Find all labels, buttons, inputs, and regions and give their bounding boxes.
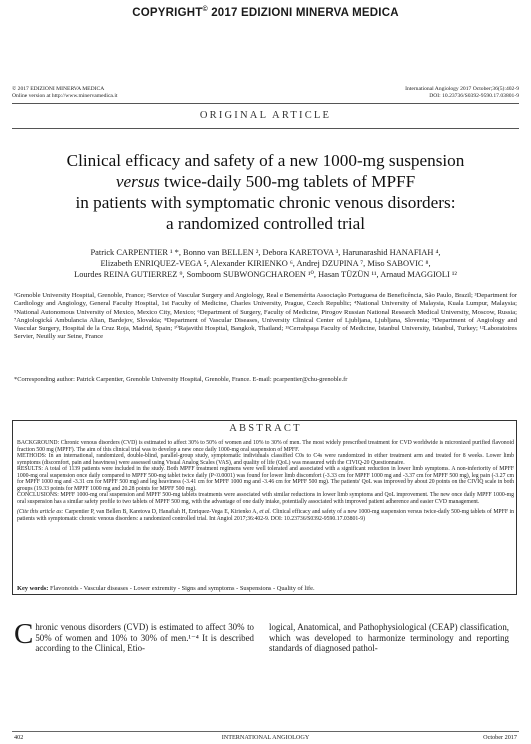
title-italic: versus: [115, 172, 160, 191]
affiliations: ¹Grenoble University Hospital, Grenoble, France; ²Service of Vascular Surgery and Angiology, Real e Benemérita Associação Portuguesa de Beneficência, São Paulo, Brazil; ³Department for Cardiology and Angiology, General Faculty Hospital, 1st Faculty of Medicine, Charles University, Prague, Czech Republic; ⁴National University of Malaysia, Kuala Lumpur, Malaysia; ⁵National Autonomous University of Mexico, Mexico City, Mexico; ⁶Department of Surgery, Faculty of Medicine, Pirogov Russian National Research Medical University, Moscow, Russia; ⁷Angiologická Ambulancia Alian, Bardejov, Slovakia; ⁸Department of Vascular Diseases, University Clinical Center of Ljubljana, Ljubljana, Slovenia; ⁹Department of Angiology and Vascular Surgery, Hospital de la Cruz Roja, Madrid, Spain; ¹⁰Rajavithi Hospital, Bangkok, Thailand; ¹¹Cerrahpaşa Faculty of Medicine, Istanbul University, Istanbul, Turkey; ¹²Laboratoires Servier, Neuilly sur Seine, France: [14, 292, 517, 341]
author-line: Patrick CARPENTIER ¹ *, Bonno van BELLEN ², Debora KARETOVA ³, Harunarashid HANAFIAH ⁴,: [90, 248, 441, 257]
body-text-right: logical, Anatomical, and Pathophysiological (CEAP) classification, which was developed to harmonize terminology and reporting standards of diagnosed pathol-: [269, 622, 509, 654]
citation-meta: [405, 86, 519, 100]
journal-issue: International Angiology 2017 October;36(5):402-9: [405, 86, 519, 92]
abstract-methods: METHODS: In an international, randomized, double-blind, parallel-group study, symptomatic individuals classified C0s to C4s were randomized in either treatment arm and treated for 8 weeks. Lower limb symptoms (discomfort, pain and heaviness) were assessed using Visual Analog Scales (VAS), and quality of life (QoL) was measured with the CIVIQ-20 Questionnaire.: [17, 453, 514, 466]
footer-journal-name: INTERNATIONAL ANGIOLOGY: [221, 734, 310, 741]
page-number: 402: [14, 734, 24, 741]
header-rule: [12, 103, 519, 104]
citation-etal: et al.: [259, 509, 271, 516]
keywords-label: Key words:: [17, 585, 49, 592]
title-line-4: a randomized controlled trial: [165, 214, 365, 233]
copyright-publisher: 2017 EDIZIONI MINERVA MEDICA: [207, 6, 399, 19]
author-list: [24, 247, 507, 280]
citation-label: (Cite this article as:: [17, 509, 64, 516]
title-line-1: Clinical efficacy and safety of a new 1000-mg suspension: [66, 151, 465, 170]
publisher-copyright: © 2017 EDIZIONI MINERVA MEDICA: [12, 86, 105, 92]
copyright-banner: [0, 6, 531, 19]
abstract-background: BACKGROUND: Chronic venous disorders (CVD) is estimated to affect 30% to 50% of women and 10% to 30% of men. The most widely prescribed treatment for CVD worldwide is micronized purified flavonoid fraction 500 mg (MPFF). The aim of this clinical trial was to develop a new once daily 1000-mg oral suspension of MPFF.: [17, 440, 514, 453]
citation-note: [17, 509, 514, 522]
copyright-word: COPYRIGHT: [132, 6, 203, 19]
drop-cap: C: [14, 618, 34, 650]
author-line: Lourdes REINA GUTIERREZ ⁹, Somboom SUBWONGCHAROEN ¹⁰, Hasan TÜZÜN ¹¹, Arnaud MAGGIOLI ¹²: [74, 270, 457, 279]
corresponding-author: *Corresponding author: Patrick Carpentier, Grenoble University Hospital, Grenoble, France. E-mail: pcarpentier@chu-grenoble.fr: [14, 376, 348, 383]
footer-rule: [12, 731, 519, 732]
body-text-left: hronic venous disorders (CVD) is estimated to affect 30% to 50% of women and 10% to 30% of men.¹⁻⁴ It is described according to the Clinical, Etio-: [35, 622, 254, 654]
keywords-list: Flavonoids - Vascular diseases - Lower extremity - Signs and symptoms - Suspensions - Quality of life.: [48, 585, 315, 592]
abstract-conclusions: CONCLUSIONS: MPFF 1000-mg oral suspension and MPFF 500-mg tablets treatments were associated with similar reductions in lower limb symptoms and QoL improvement. The new once daily MPFF 1000-mg oral suspension has a similar safety profile to two tablets of MPFF 500 mg, with the advantage of one daily intake, potentially associated with improved patient adherence and easier CVD management.: [17, 492, 514, 505]
abstract-heading: ABSTRACT: [229, 423, 302, 434]
abstract-body: [17, 440, 514, 523]
footer-date: October 2017: [483, 734, 517, 741]
keywords: [17, 585, 514, 592]
title-line-2: [24, 171, 507, 192]
body-column-right: [269, 622, 509, 654]
citation-authors: Carpentier P, van Bellen B, Karetova D, Hanafiah H, Enriquez-Vega E, Kirienko A,: [63, 509, 260, 516]
publisher-meta: [12, 86, 117, 100]
title-line-3: in patients with symptomatic chronic venous disorders:: [75, 193, 456, 212]
body-column-left: [14, 618, 254, 654]
section-rule: [12, 128, 519, 129]
article-type: ORIGINAL ARTICLE: [199, 110, 332, 121]
copyright-symbol: ©: [202, 6, 208, 13]
article-title: [24, 150, 507, 234]
citation-rest: Clinical efficacy and safety of a new 1000-mg suspension versus twice-daily 500-mg tablets of MPFF in patients with symptomatic chronic venous disorders: a randomized controlled trial. Int Angiol 2017;36:402-9. DOI: 10.23736/S0392-9590.17.03801-9): [17, 509, 514, 523]
abstract-results: RESULTS: A total of 1139 patients were included in the study. Both MPFF treatment regimens were well tolerated and associated with a significant reduction in lower limb symptoms. A non-inferiority of MPFF 1000-mg oral suspension once daily compared to MPFF 500-mg tablet twice daily (P<0.0001) was found for lower limb discomfort (-3.33 cm for MPFF 1000 mg and -3.37 cm for MPFF 500 mg), leg pain (-3.27 cm for MPFF 1000 mg and -3.31 cm for MPFF 500 mg) and leg heaviness (-3.41 cm for MPFF 1000 mg and -3.46 cm for MPFF 500 mg). The patients' QoL was improved by about 20 points on the CIVIQ scale in both groups (19.33 points for MPFF 1000 mg and 20.28 points for MPFF 500 mg).: [17, 466, 514, 492]
doi-link[interactable]: DOI: 10.23736/S0392-9590.17.03801-9: [429, 93, 519, 99]
author-line: Elizabeth ENRIQUEZ-VEGA ⁵, Alexander KIRIENKO ⁶, Andrej DZUPINA ⁷, Miso SABOVIC ⁸,: [100, 259, 431, 268]
online-version-link[interactable]: Online version at http://www.minervamedica.it: [12, 93, 118, 99]
title-line-2-rest: twice-daily 500-mg tablets of MPFF: [159, 172, 416, 191]
